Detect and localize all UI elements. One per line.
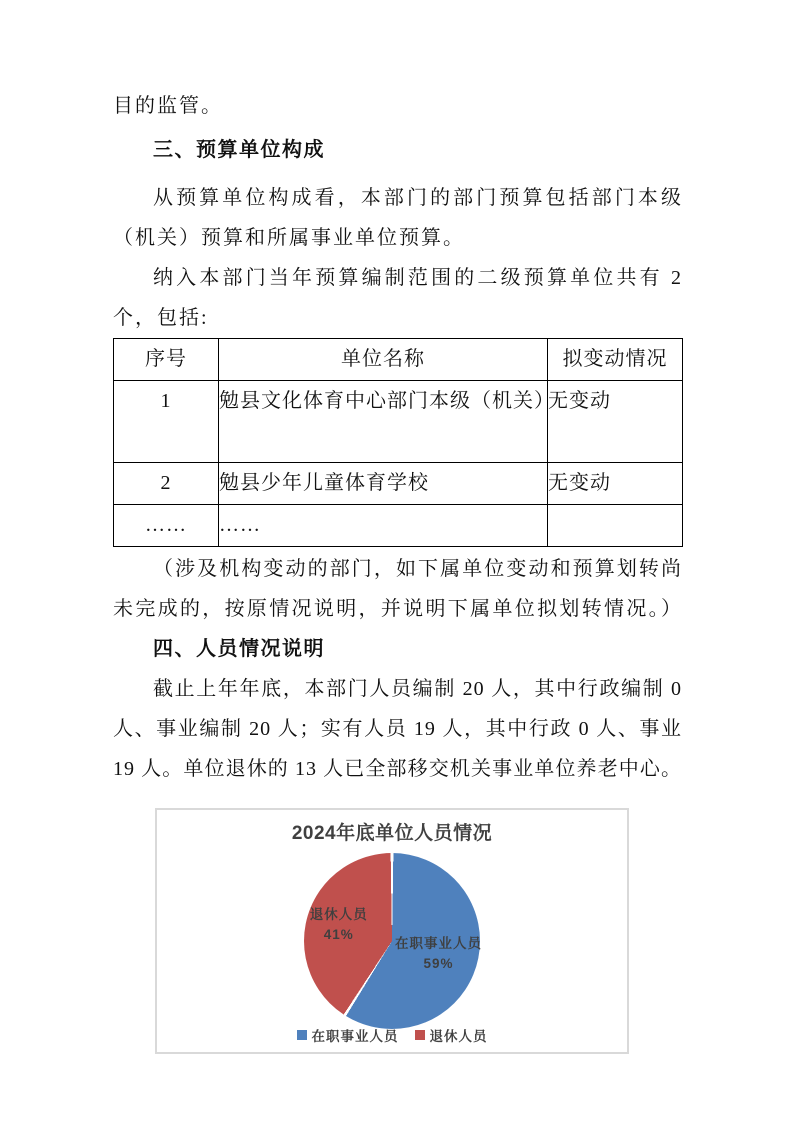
paragraph-line: 截止上年年底，本部门人员编制 20 人，其中行政编制 0 [153, 678, 682, 700]
cell-index: 2 [114, 463, 219, 505]
paragraph-line: 纳入本部门当年预算编制范围的二级预算单位共有 2 [153, 267, 682, 289]
pie-slice-label [310, 905, 368, 947]
cell-unit-name: 勉县少年儿童体育学校 [219, 463, 548, 505]
personnel-pie-chart [155, 808, 629, 1054]
cell-index: …… [114, 505, 219, 547]
cell-unit-name: …… [219, 505, 548, 547]
table-header-row [114, 339, 683, 381]
slice-name: 在职事业人员 [394, 935, 482, 951]
paragraph-line: （涉及机构变动的部门，如下属单位变动和预算划转尚 [153, 558, 682, 580]
col-header-index: 序号 [114, 339, 219, 381]
pie-slice-label [395, 934, 482, 976]
table-row [114, 505, 683, 547]
legend-label: 在职事业人员 [311, 1029, 399, 1044]
slice-name: 退休人员 [309, 906, 368, 922]
cell-change-status: 无变动 [548, 463, 683, 505]
budget-units-table [113, 338, 683, 547]
chart-title: 2024年底单位人员情况 [291, 823, 493, 844]
legend-item [415, 1025, 488, 1045]
slice-value: 59% [423, 956, 454, 972]
legend-item [297, 1025, 399, 1045]
paragraph-line: 未完成的，按原情况说明，并说明下属单位拟划转情况。） [113, 598, 682, 620]
col-header-unit-name: 单位名称 [219, 339, 548, 381]
section-heading-personnel: 四、人员情况说明 [153, 638, 325, 660]
table-row [114, 381, 683, 463]
paragraph-line: 目的监管。 [113, 95, 223, 117]
paragraph-line: （机关）预算和所属事业单位预算。 [113, 227, 465, 249]
paragraph-line: 个，包括: [113, 307, 209, 329]
slice-value: 41% [323, 927, 354, 943]
document-content [113, 86, 682, 1054]
legend-swatch-red [415, 1030, 425, 1040]
legend-label: 退休人员 [429, 1029, 488, 1044]
col-header-change-status: 拟变动情况 [548, 339, 683, 381]
paragraph-line: 从预算单位构成看，本部门的部门预算包括部门本级 [153, 187, 682, 209]
paragraph-line: 19 人。单位退休的 13 人已全部移交机关事业单位养老中心。 [113, 758, 682, 780]
table-row [114, 463, 683, 505]
chart-legend [157, 1025, 627, 1045]
cell-index: 1 [114, 381, 219, 463]
section-heading-budget-units: 三、预算单位构成 [153, 139, 325, 161]
pie-graphic [304, 853, 480, 1029]
cell-change-status: 无变动 [548, 381, 683, 463]
paragraph-line: 人、事业编制 20 人；实有人员 19 人，其中行政 0 人、事业 [113, 718, 682, 740]
cell-change-status [548, 505, 683, 547]
legend-swatch-blue [297, 1030, 307, 1040]
cell-unit-name: 勉县文化体育中心部门本级（机关） [219, 381, 548, 463]
